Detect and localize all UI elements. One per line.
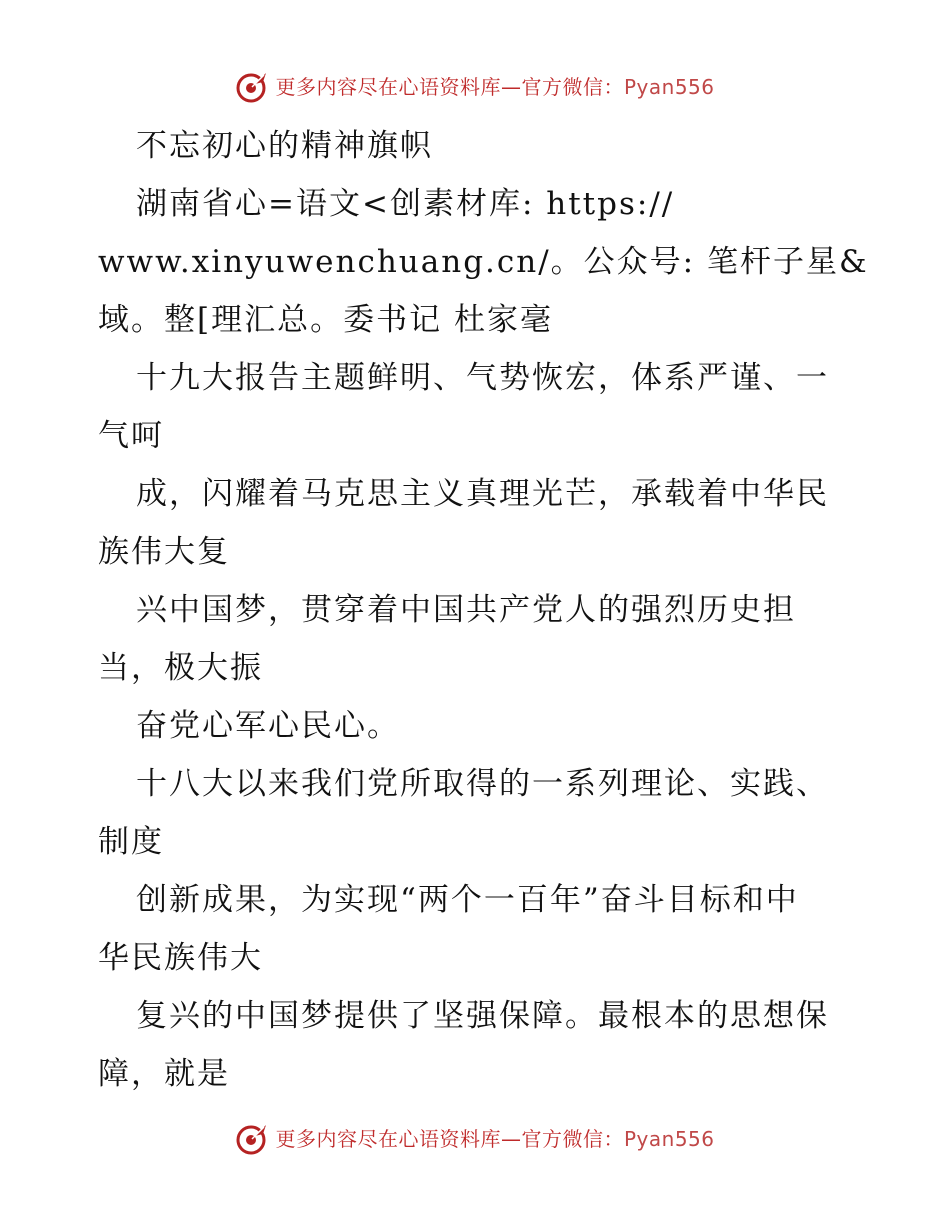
document-line: 十八大以来我们党所取得的一系列理论、实践、 — [136, 766, 829, 802]
header-banner — [0, 70, 950, 104]
document-line: www.xinyuwenchuang.cn/。公众号: 笔杆子星& — [98, 244, 869, 280]
document-line: 族伟大复 — [98, 534, 230, 570]
banner-contact-id: Pyan556 — [623, 75, 715, 99]
document-line: 当，极大振 — [98, 650, 263, 686]
document-line: 障，就是 — [98, 1056, 230, 1092]
quill-logo-icon — [235, 70, 269, 104]
banner-text — [275, 1122, 714, 1156]
banner-contact-label: 官方微信： — [521, 1127, 624, 1151]
document-line: 气呵 — [98, 418, 164, 454]
banner-separator: — — [500, 1127, 522, 1151]
quill-logo-icon — [235, 1122, 269, 1156]
banner-text — [275, 70, 714, 104]
document-line: 奋党心军心民心。 — [136, 708, 400, 744]
document-line: 成，闪耀着马克思主义真理光芒，承载着中华民 — [136, 476, 829, 512]
document-line: 湖南省心=语文<创素材库: https:// — [136, 186, 675, 222]
banner-contact-label: 官方微信： — [521, 75, 624, 99]
document-line: 制度 — [98, 824, 164, 860]
banner-separator: — — [500, 75, 522, 99]
banner-slogan: 更多内容尽在心语资料库 — [275, 75, 501, 99]
document-line: 十九大报告主题鲜明、气势恢宏，体系严谨、一 — [136, 360, 829, 396]
document-title: 不忘初心的精神旗帜 — [136, 128, 433, 164]
document-body — [98, 117, 869, 1103]
document-line: 兴中国梦，贯穿着中国共产党人的强烈历史担 — [136, 592, 796, 628]
document-line: 域。整[理汇总。委书记 杜家毫 — [98, 302, 553, 338]
document-line: 复兴的中国梦提供了坚强保障。最根本的思想保 — [136, 998, 829, 1034]
document-line: 创新成果，为实现“两个一百年”奋斗目标和中 — [136, 882, 799, 918]
banner-slogan: 更多内容尽在心语资料库 — [275, 1127, 501, 1151]
document-line: 华民族伟大 — [98, 940, 263, 976]
banner-contact-id: Pyan556 — [623, 1127, 715, 1151]
footer-banner — [0, 1122, 950, 1156]
